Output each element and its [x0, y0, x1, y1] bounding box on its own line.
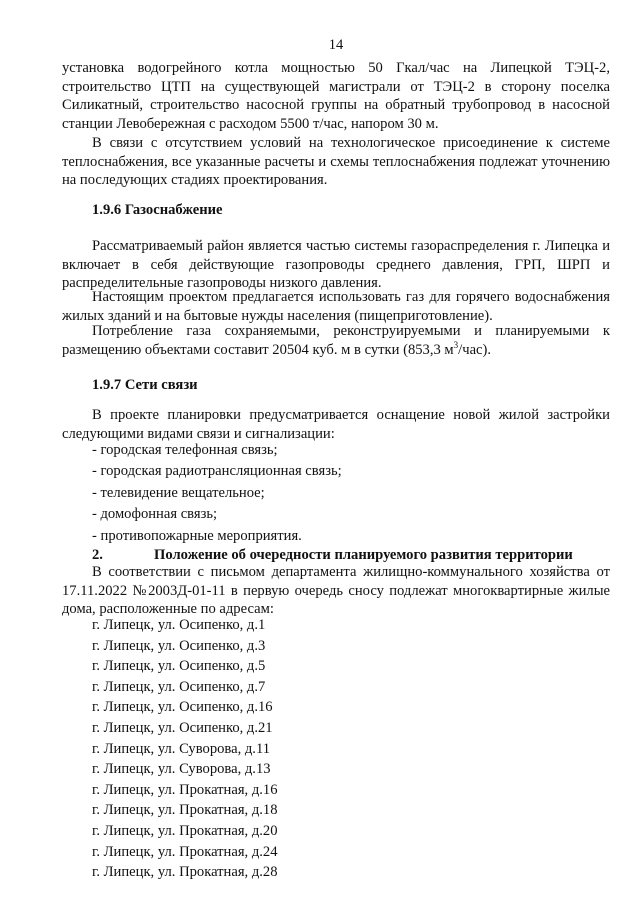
address-item: г. Липецк, ул. Осипенко, д.7	[92, 678, 266, 695]
superscript: 3	[453, 339, 459, 350]
gas-consumption-text: Потребление газа сохраняемыми, реконструируемыми и планируемыми к размещению объектами составит 20504 куб. м в сутки (853,3 м	[62, 323, 610, 358]
intro-paragraph: установка водогрейного котла мощностью 50 Гкал/час на Липецкой ТЭЦ-2, строительство ЦТП на существующей магистрали от ТЭЦ-2 в сторону поселка Силикатный, строительство насосной группы на обратный трубопровод в насосной станции Левобережная с расходом 5500 т/час, напором 30 м.	[62, 60, 610, 133]
intro-paragraph: В связи с отсутствием условий на технологическое присоединение к системе теплоснабжения, все указанные расчеты и схемы теплоснабжения подлежат уточнению на последующих стадиях проектирования.	[62, 135, 610, 189]
list-item: - телевидение вещательное;	[92, 484, 265, 501]
address-item: г. Липецк, ул. Осипенко, д.21	[92, 719, 273, 736]
section-number: 2.	[92, 547, 103, 563]
page-number: 14	[328, 37, 344, 53]
gas-paragraph: Настоящим проектом предлагается использовать газ для горячего водоснабжения жилых зданий и на бытовые нужды населения (пищеприготовление).	[62, 289, 610, 324]
address-item: г. Липецк, ул. Осипенко, д.3	[92, 637, 266, 654]
address-item: г. Липецк, ул. Осипенко, д.16	[92, 699, 273, 716]
phasing-paragraph: В соответствии с письмом департамента жилищно-коммунального хозяйства от 17.11.2022 №2003Д-01-11 в первую очередь сносу подлежат многоквартирные жилые дома, расположенные по адресам:	[62, 564, 610, 618]
section-heading-phasing	[92, 546, 612, 565]
section-title: Положение об очередности планируемого развития территории	[154, 547, 573, 563]
gas-consumption-tail: /час).	[458, 341, 492, 358]
section-heading-comms: 1.9.7 Сети связи	[92, 377, 198, 393]
comms-list	[92, 440, 342, 547]
address-list	[92, 615, 278, 883]
address-item: г. Липецк, ул. Прокатная, д.16	[92, 781, 278, 798]
address-item: г. Липецк, ул. Осипенко, д.1	[92, 617, 266, 633]
list-item: - городская телефонная связь;	[92, 442, 278, 458]
list-item: - противопожарные мероприятия.	[92, 527, 302, 544]
gas-paragraph: Рассматриваемый район является частью системы газораспределения г. Липецка и включает в себя действующие газопроводы среднего давления, ГРП, ШРП и распределительные газопроводы низкого давления.	[62, 238, 610, 292]
address-item: г. Липецк, ул. Осипенко, д.5	[92, 658, 266, 675]
list-item: - домофонная связь;	[92, 506, 218, 523]
gas-consumption-paragraph	[62, 322, 610, 359]
section-heading-gas: 1.9.6 Газоснабжение	[92, 202, 223, 218]
list-item: - городская радиотрансляционная связь;	[92, 463, 342, 480]
address-item: г. Липецк, ул. Прокатная, д.18	[92, 802, 278, 819]
address-item: г. Липецк, ул. Суворова, д.11	[92, 740, 271, 757]
address-item: г. Липецк, ул. Прокатная, д.24	[92, 843, 278, 860]
comms-paragraph: В проекте планировки предусматривается оснащение новой жилой застройки следующими видами связи и сигнализации:	[62, 407, 610, 442]
address-item: г. Липецк, ул. Прокатная, д.28	[92, 864, 278, 881]
address-item: г. Липецк, ул. Прокатная, д.20	[92, 822, 278, 839]
address-item: г. Липецк, ул. Суворова, д.13	[92, 761, 271, 778]
